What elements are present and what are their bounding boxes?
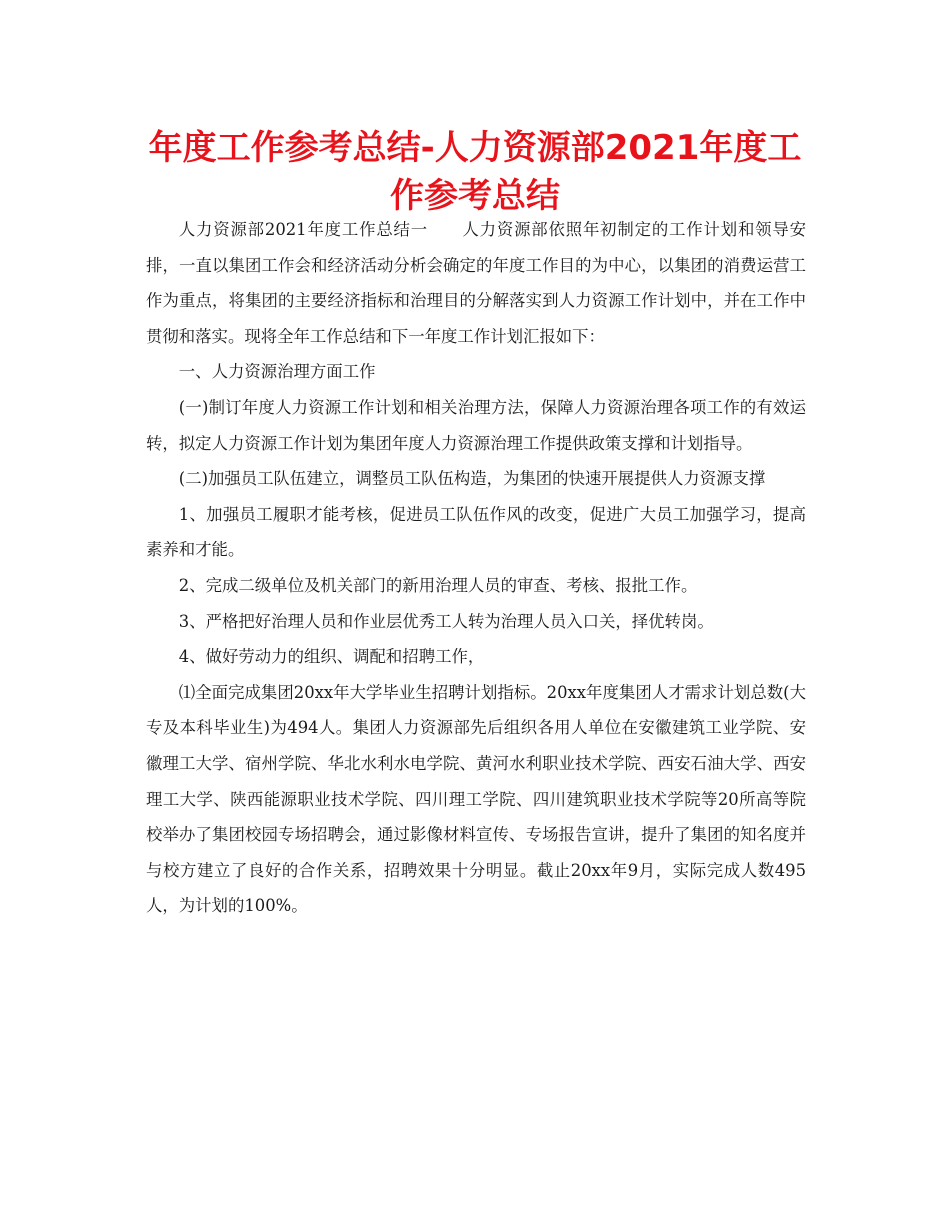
section-heading-hr-management: 一、人力资源治理方面工作: [178, 362, 376, 382]
paragraph-item-1: (一)制订年度人力资源工作计划和相关治理方法，保障人力资源治理各项工作的有效运转，拟定人力资源工作计划为集团年度人力资源治理工作提供政策支撑和计划指导。: [146, 397, 806, 453]
document-body: [146, 212, 806, 924]
list-item-3: 3、严格把好治理人员和作业层优秀工人转为治理人员入口关，择优转岗。: [178, 611, 714, 631]
list-item-1: 1、加强员工履职才能考核，促进员工队伍作风的改变，促进广大员工加强学习，提高素养和才能。: [146, 504, 806, 560]
document-title: 年度工作参考总结-人力资源部2021年度工作参考总结: [148, 128, 802, 216]
list-item-2: 2、完成二级单位及机关部门的新用治理人员的审查、考核、报批工作。: [178, 575, 698, 595]
list-item-4: 4、做好劳动力的组织、调配和招聘工作，: [178, 647, 485, 667]
paragraph-intro: 人力资源部2021年度工作总结一 人力资源部依照年初制定的工作计划和领导安排，一直以集团工作会和经济活动分析会确定的年度工作目的为中心，以集团的消费运营工作为重点，将集团的主要经济指标和治理目的分解落实到人力资源工作计划中，并在工作中贯彻和落实。现将全年工作总结和下一年度工作计划汇报如下：: [146, 220, 806, 346]
paragraph-item-2: (二)加强员工队伍建立，调整员工队伍构造，为集团的快速开展提供人力资源支撑: [178, 469, 766, 489]
paragraph-recruitment: ⑴全面完成集团20xx年大学毕业生招聘计划指标。20xx年度集团人才需求计划总数(大专及本科毕业生)为494人。集团人力资源部先后组织各用人单位在安徽建筑工业学院、安徽理工大学、宿州学院、华北水利水电学院、黄河水利职业技术学院、西安石油大学、西安理工大学、陕西能源职业技术学院、四川理工学院、四川建筑职业技术学院等20所高等院校举办了集团校园专场招聘会，通过影像材料宣传、专场报告宣讲，提升了集团的知名度并与校方建立了良好的合作关系，招聘效果十分明显。截止20xx年9月，实际完成人数495人，为计划的100%。: [146, 682, 806, 916]
